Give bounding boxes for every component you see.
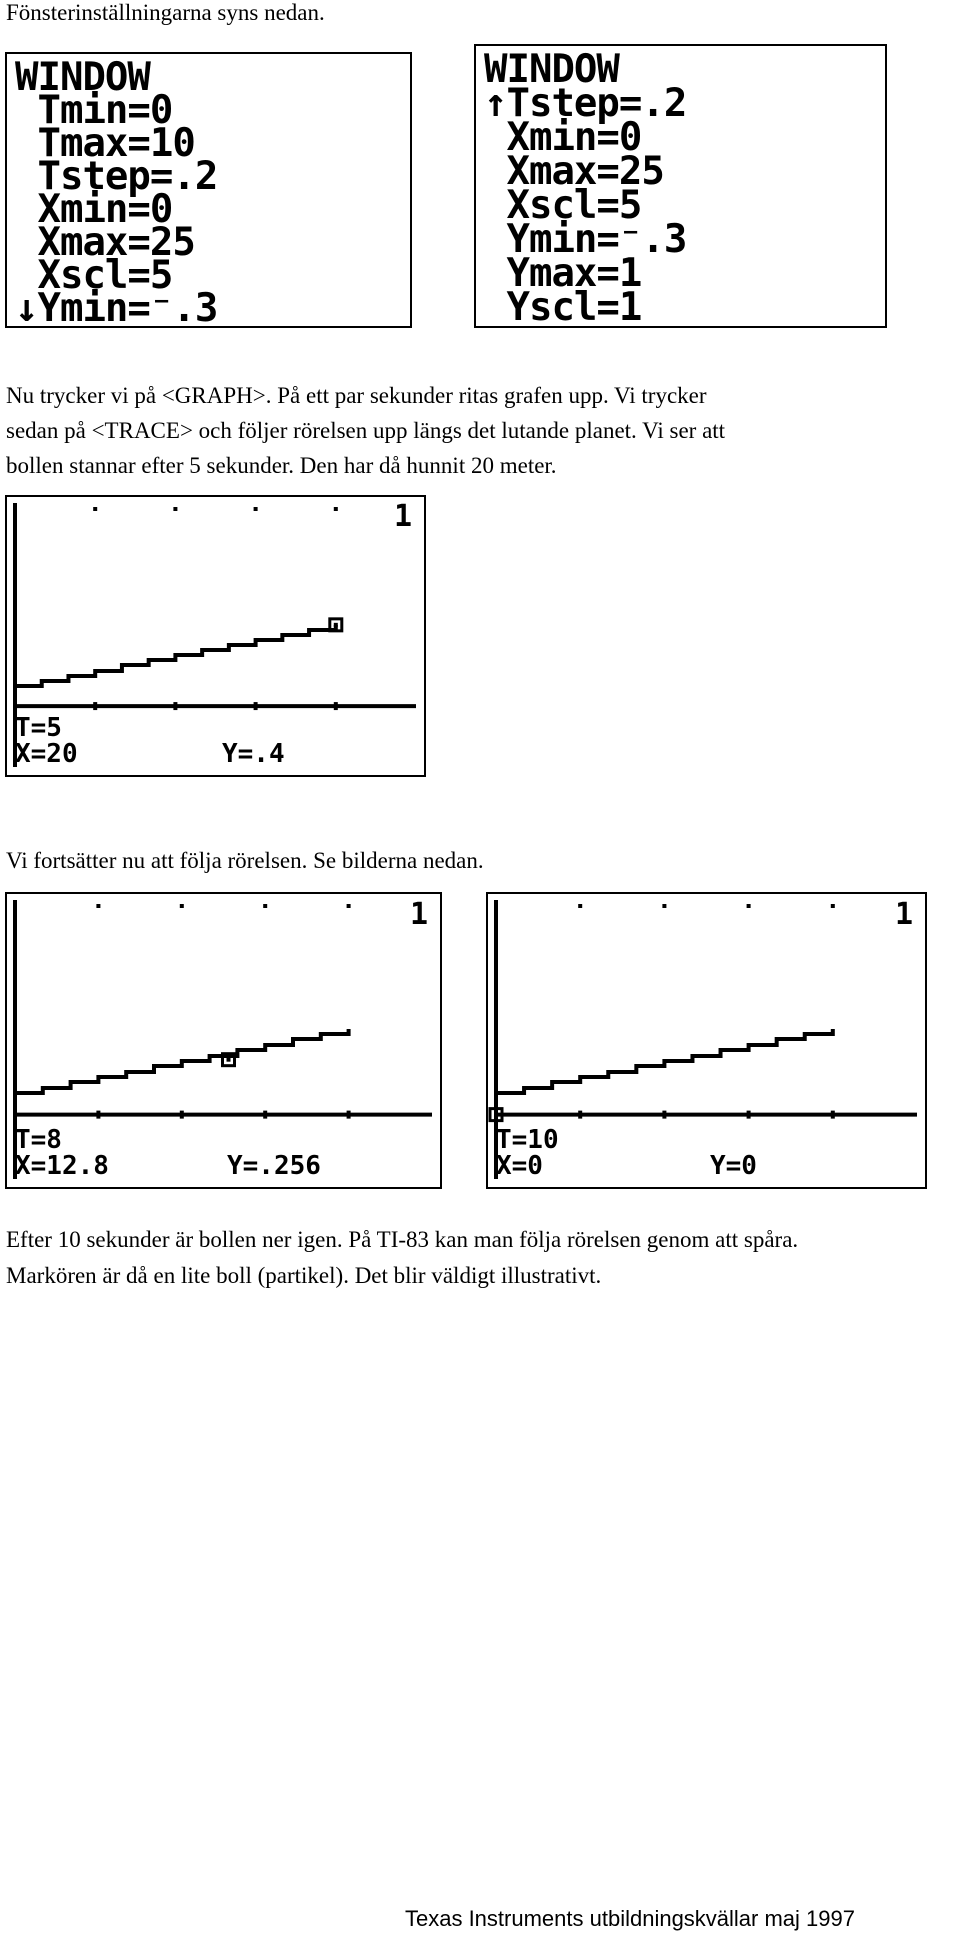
trace-t-readout: T=5 [15, 713, 62, 743]
paragraph-line: Efter 10 sekunder är bollen ner igen. På TI-83 kan man följa rörelsen genom att spåra. [6, 1227, 799, 1252]
x-tick [173, 702, 177, 710]
trace-y-readout: Y=.256 [227, 1151, 321, 1181]
x-tick [263, 1111, 267, 1119]
x-tick [662, 1111, 666, 1119]
window-line: Yscl=1 [484, 285, 642, 328]
grid-dot [662, 904, 666, 908]
grid-dot [578, 904, 582, 908]
paragraph-text: Vi fortsätter nu att följa rörelsen. Se bilderna nedan. [6, 848, 484, 873]
corner-label: 1 [894, 897, 913, 932]
trace-x-readout: X=12.8 [15, 1151, 109, 1181]
paragraph-line: Markören är då en lite boll (partikel). Det blir väldigt illustrativt. [6, 1263, 602, 1288]
grid-dot [96, 904, 100, 908]
window-line: Xscl=5 [15, 253, 173, 298]
corner-label: 1 [409, 897, 428, 932]
window-line: Xscl=5 [484, 183, 642, 228]
footer-text: Texas Instruments utbildningskvällar maj 1997 [404, 1906, 855, 1931]
trajectory-line [496, 1029, 833, 1093]
window-line: Tmin=0 [15, 88, 173, 133]
grid-dot [747, 904, 751, 908]
trace-x-readout: X=0 [496, 1151, 543, 1181]
x-tick [96, 1111, 100, 1119]
x-tick [180, 1111, 184, 1119]
x-tick [93, 702, 97, 710]
trace-t-readout: T=8 [15, 1125, 62, 1155]
graph-screen [5, 495, 426, 777]
window-line: Ymin=⁻.3 [484, 217, 687, 262]
window-line: Tstep=.2 [15, 154, 218, 199]
grid-dot [263, 904, 267, 908]
grid-dot [173, 507, 177, 511]
graph-plot [7, 894, 440, 1187]
x-tick [747, 1111, 751, 1119]
grid-dot [347, 904, 351, 908]
grid-dot [334, 507, 338, 511]
window-line: WINDOW [484, 47, 619, 92]
trace-y-readout: Y=.4 [222, 739, 285, 769]
corner-label: 1 [393, 499, 412, 534]
x-tick [334, 702, 338, 710]
paragraph-line: sedan på <TRACE> och följer rörelsen upp längs det lutande planet. Vi ser att [6, 418, 726, 443]
trace-y-readout: Y=0 [710, 1151, 757, 1181]
x-tick [831, 1111, 835, 1119]
window-screen [474, 44, 887, 328]
x-tick [254, 702, 258, 710]
intro-text: Fönsterinställningarna syns nedan. [6, 0, 325, 25]
window-line: Xmax=25 [15, 220, 195, 265]
window-screen [5, 52, 412, 328]
window-line: ↓Ymin=⁻.3 [15, 286, 218, 328]
grid-dot [180, 904, 184, 908]
grid-dot [93, 507, 97, 511]
x-tick [578, 1111, 582, 1119]
graph-plot [7, 497, 424, 775]
trajectory-line [15, 625, 336, 686]
grid-dot [831, 904, 835, 908]
x-tick [347, 1111, 351, 1119]
trace-x-readout: X=20 [15, 739, 78, 769]
window-line: Tmax=10 [15, 121, 195, 166]
paragraph-line: Nu trycker vi på <GRAPH>. På ett par sekunder ritas grafen upp. Vi trycker [6, 383, 707, 408]
window-line: Xmin=0 [484, 115, 642, 160]
grid-dot [254, 507, 258, 511]
window-line: Xmax=25 [484, 149, 664, 194]
window-line: Xmin=0 [15, 187, 173, 232]
window-line: Ymax=1 [484, 251, 642, 296]
paragraph-line: bollen stannar efter 5 sekunder. Den har då hunnit 20 meter. [6, 453, 557, 478]
graph-screen [486, 892, 927, 1189]
graph-screen [5, 892, 442, 1189]
window-line: WINDOW [15, 55, 150, 100]
window-line: ↑Tstep=.2 [484, 81, 687, 126]
trajectory-line [15, 1029, 349, 1093]
trace-t-readout: T=10 [496, 1125, 559, 1155]
